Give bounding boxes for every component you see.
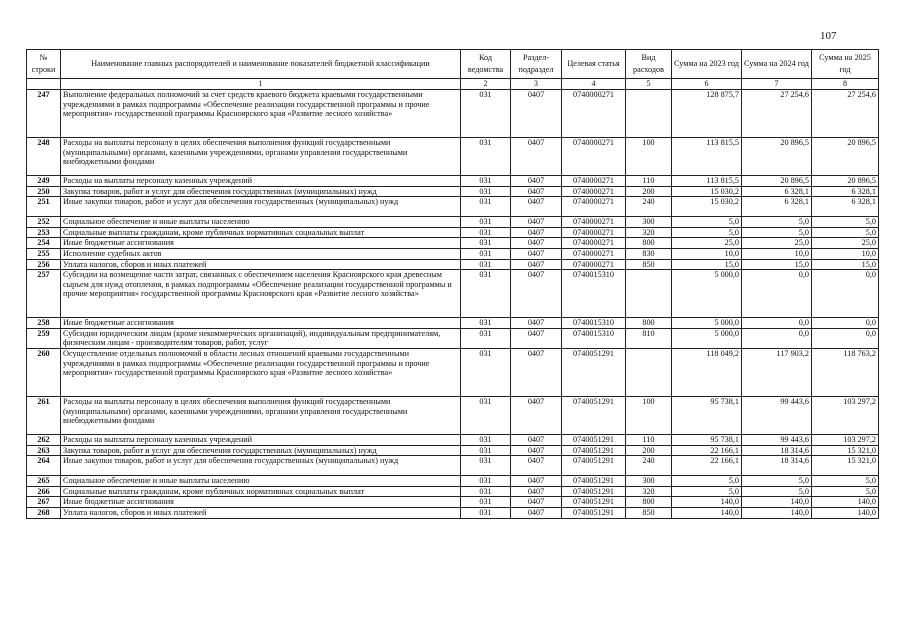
row-sum-2025: 118 763,2	[812, 348, 879, 396]
row-target: 0740000271	[562, 90, 626, 138]
row-number: 247	[27, 90, 61, 138]
row-dept-code: 031	[461, 238, 511, 249]
row-sum-2025: 5,0	[812, 476, 879, 487]
row-section: 0407	[511, 328, 562, 348]
row-number: 267	[27, 497, 61, 508]
column-number: 3	[511, 79, 562, 90]
row-number: 266	[27, 486, 61, 497]
row-expense-type: 240	[626, 197, 672, 217]
row-target: 0740000271	[562, 238, 626, 249]
row-target: 0740000271	[562, 227, 626, 238]
row-sum-2024: 25,0	[742, 238, 812, 249]
row-target: 0740015310	[562, 328, 626, 348]
row-number: 268	[27, 507, 61, 518]
row-sum-2023: 15 030,2	[672, 186, 742, 197]
row-sum-2025: 10,0	[812, 248, 879, 259]
column-number	[27, 79, 61, 90]
row-sum-2025: 15 321,0	[812, 445, 879, 456]
table-row	[27, 507, 879, 518]
row-name: Исполнение судебных актов	[61, 248, 461, 259]
row-sum-2023: 5,0	[672, 217, 742, 228]
row-sum-2025: 27 254,6	[812, 90, 879, 138]
row-number: 248	[27, 138, 61, 176]
row-expense-type: 800	[626, 238, 672, 249]
table-row	[27, 259, 879, 270]
row-sum-2025: 25,0	[812, 238, 879, 249]
row-name: Социальное обеспечение и иные выплаты населению	[61, 476, 461, 487]
table-row	[27, 248, 879, 259]
header-target: Целевая статья	[562, 50, 626, 79]
row-expense-type: 300	[626, 476, 672, 487]
row-number: 252	[27, 217, 61, 228]
row-number: 258	[27, 318, 61, 329]
row-target: 0740000271	[562, 248, 626, 259]
row-dept-code: 031	[461, 445, 511, 456]
row-expense-type: 110	[626, 176, 672, 187]
row-number: 264	[27, 456, 61, 476]
row-expense-type: 110	[626, 434, 672, 445]
row-sum-2025: 6 328,1	[812, 197, 879, 217]
row-section: 0407	[511, 259, 562, 270]
row-name: Субсидии юридическим лицам (кроме некоммерческих организаций), индивидуальным предпринимателям, физическим лицам - производителям товаров, работ, услуг	[61, 328, 461, 348]
row-sum-2023: 22 166,1	[672, 456, 742, 476]
row-sum-2024: 0,0	[742, 270, 812, 318]
row-sum-2025: 0,0	[812, 318, 879, 329]
row-section: 0407	[511, 434, 562, 445]
row-dept-code: 031	[461, 259, 511, 270]
column-number-row	[27, 79, 879, 90]
table-row	[27, 486, 879, 497]
column-number: 5	[626, 79, 672, 90]
header-type: Вид расходов	[626, 50, 672, 79]
row-name: Расходы на выплаты персоналу казенных учреждений	[61, 176, 461, 187]
row-section: 0407	[511, 318, 562, 329]
table-row	[27, 227, 879, 238]
row-sum-2023: 5 000,0	[672, 318, 742, 329]
row-section: 0407	[511, 248, 562, 259]
column-number: 7	[742, 79, 812, 90]
row-sum-2024: 20 896,5	[742, 176, 812, 187]
row-sum-2025: 0,0	[812, 328, 879, 348]
row-name: Уплата налогов, сборов и иных платежей	[61, 507, 461, 518]
table-row	[27, 186, 879, 197]
row-sum-2024: 27 254,6	[742, 90, 812, 138]
header-sum-2024: Сумма на 2024 год	[742, 50, 812, 79]
header-dept: Код ведомства	[461, 50, 511, 79]
table-row	[27, 434, 879, 445]
table-row	[27, 348, 879, 396]
row-dept-code: 031	[461, 217, 511, 228]
row-name: Иные закупки товаров, работ и услуг для обеспечения государственных (муниципальных) нужд	[61, 197, 461, 217]
row-sum-2024: 5,0	[742, 217, 812, 228]
row-target: 0740000271	[562, 138, 626, 176]
row-name: Расходы на выплаты персоналу казенных учреждений	[61, 434, 461, 445]
row-sum-2023: 113 815,5	[672, 138, 742, 176]
row-sum-2025: 15,0	[812, 259, 879, 270]
row-section: 0407	[511, 138, 562, 176]
row-target: 0740051291	[562, 497, 626, 508]
row-target: 0740015310	[562, 270, 626, 318]
row-sum-2025: 140,0	[812, 497, 879, 508]
row-section: 0407	[511, 486, 562, 497]
row-expense-type: 800	[626, 318, 672, 329]
row-name: Расходы на выплаты персоналу в целях обеспечения выполнения функций государственными (муниципальными) органами, казенными учреждениями, органами управления государственными внебюджетными фондами	[61, 396, 461, 434]
row-sum-2024: 10,0	[742, 248, 812, 259]
row-sum-2024: 140,0	[742, 507, 812, 518]
row-sum-2023: 25,0	[672, 238, 742, 249]
row-sum-2023: 95 738,1	[672, 434, 742, 445]
row-expense-type: 240	[626, 456, 672, 476]
header-name: Наименование главных распорядителей и наименование показателей бюджетной классификации	[61, 50, 461, 79]
row-number: 263	[27, 445, 61, 456]
column-number: 1	[61, 79, 461, 90]
row-target: 0740051291	[562, 456, 626, 476]
row-name: Выполнение федеральных полномочий за счет средств краевого бюджета краевыми государственными учреждениями в рамках подпрограммы «Обеспечение реализации государственной программы и прочие мероприятия» государственной программы Красноярского края «Развитие лесного хозяйства»	[61, 90, 461, 138]
row-dept-code: 031	[461, 248, 511, 259]
row-expense-type: 100	[626, 138, 672, 176]
row-section: 0407	[511, 238, 562, 249]
row-number: 265	[27, 476, 61, 487]
row-name: Иные бюджетные ассигнования	[61, 497, 461, 508]
row-target: 0740051291	[562, 486, 626, 497]
row-sum-2025: 103 297,2	[812, 396, 879, 434]
row-target: 0740015310	[562, 318, 626, 329]
row-sum-2025: 5,0	[812, 486, 879, 497]
row-dept-code: 031	[461, 476, 511, 487]
row-section: 0407	[511, 90, 562, 138]
row-dept-code: 031	[461, 348, 511, 396]
row-name: Осуществление отдельных полномочий в области лесных отношений краевыми государственными учреждениями в рамках подпрограммы «Обеспечение реализации государственной программы и прочие мероприятия» государственной программы Красноярского края «Развитие лесного хозяйства»	[61, 348, 461, 396]
row-number: 250	[27, 186, 61, 197]
row-target: 0740051291	[562, 476, 626, 487]
row-sum-2025: 15 321,0	[812, 456, 879, 476]
row-target: 0740051291	[562, 434, 626, 445]
table-row	[27, 197, 879, 217]
row-name: Иные бюджетные ассигнования	[61, 318, 461, 329]
header-section: Раздел-подраздел	[511, 50, 562, 79]
row-sum-2024: 15,0	[742, 259, 812, 270]
table-row	[27, 217, 879, 228]
row-name: Уплата налогов, сборов и иных платежей	[61, 259, 461, 270]
row-name: Социальное обеспечение и иные выплаты населению	[61, 217, 461, 228]
row-name: Иные закупки товаров, работ и услуг для обеспечения государственных (муниципальных) нужд	[61, 456, 461, 476]
table-row	[27, 138, 879, 176]
row-expense-type: 200	[626, 186, 672, 197]
row-target: 0740000271	[562, 259, 626, 270]
row-sum-2025: 103 297,2	[812, 434, 879, 445]
row-number: 261	[27, 396, 61, 434]
header-no: № строки	[27, 50, 61, 79]
table-row	[27, 445, 879, 456]
row-name: Субсидии на возмещение части затрат, связанных с обеспечением населения Красноярского края древесным сырьем для нужд отопления, в рамках подпрограммы «Обеспечение реализации государственной программы и прочие мероприятия» государственной программы Красноярского края «Развитие лесного хозяйства»	[61, 270, 461, 318]
row-section: 0407	[511, 396, 562, 434]
row-sum-2023: 118 049,2	[672, 348, 742, 396]
row-sum-2024: 6 328,1	[742, 186, 812, 197]
row-name: Закупка товаров, работ и услуг для обеспечения государственных (муниципальных) нужд	[61, 445, 461, 456]
row-expense-type	[626, 270, 672, 318]
row-name: Расходы на выплаты персоналу в целях обеспечения выполнения функций государственными (муниципальными) органами, казенными учреждениями, органами управления государственными внебюджетными фондами	[61, 138, 461, 176]
row-name: Социальные выплаты гражданам, кроме публичных нормативных социальных выплат	[61, 486, 461, 497]
row-sum-2023: 113 815,5	[672, 176, 742, 187]
row-name: Социальные выплаты гражданам, кроме публичных нормативных социальных выплат	[61, 227, 461, 238]
row-sum-2023: 128 875,7	[672, 90, 742, 138]
row-sum-2023: 5 000,0	[672, 328, 742, 348]
row-dept-code: 031	[461, 507, 511, 518]
row-dept-code: 031	[461, 227, 511, 238]
row-dept-code: 031	[461, 270, 511, 318]
row-section: 0407	[511, 456, 562, 476]
row-expense-type: 850	[626, 507, 672, 518]
row-sum-2025: 20 896,5	[812, 176, 879, 187]
row-number: 254	[27, 238, 61, 249]
row-section: 0407	[511, 497, 562, 508]
row-sum-2023: 15,0	[672, 259, 742, 270]
row-number: 249	[27, 176, 61, 187]
row-sum-2024: 0,0	[742, 318, 812, 329]
row-sum-2025: 6 328,1	[812, 186, 879, 197]
row-sum-2024: 6 328,1	[742, 197, 812, 217]
table-row	[27, 318, 879, 329]
row-dept-code: 031	[461, 456, 511, 476]
row-sum-2025: 20 896,5	[812, 138, 879, 176]
header-sum-2025: Сумма на 2025 год	[812, 50, 879, 79]
row-expense-type: 810	[626, 328, 672, 348]
row-dept-code: 031	[461, 186, 511, 197]
row-sum-2023: 10,0	[672, 248, 742, 259]
column-number: 4	[562, 79, 626, 90]
row-name: Иные бюджетные ассигнования	[61, 238, 461, 249]
row-target: 0740000271	[562, 186, 626, 197]
row-expense-type: 320	[626, 227, 672, 238]
row-expense-type: 830	[626, 248, 672, 259]
row-section: 0407	[511, 348, 562, 396]
row-section: 0407	[511, 197, 562, 217]
row-section: 0407	[511, 176, 562, 187]
table-row	[27, 497, 879, 508]
table-row	[27, 328, 879, 348]
row-sum-2024: 5,0	[742, 486, 812, 497]
row-number: 260	[27, 348, 61, 396]
header-sum-2023: Сумма на 2023 год	[672, 50, 742, 79]
row-target: 0740051291	[562, 445, 626, 456]
row-sum-2023: 15 030,2	[672, 197, 742, 217]
row-target: 0740051291	[562, 348, 626, 396]
row-sum-2023: 22 166,1	[672, 445, 742, 456]
row-expense-type: 100	[626, 396, 672, 434]
row-dept-code: 031	[461, 497, 511, 508]
row-sum-2023: 5,0	[672, 227, 742, 238]
budget-table	[26, 49, 879, 519]
row-sum-2024: 99 443,6	[742, 434, 812, 445]
row-dept-code: 031	[461, 176, 511, 187]
row-section: 0407	[511, 270, 562, 318]
row-number: 255	[27, 248, 61, 259]
row-expense-type: 320	[626, 486, 672, 497]
row-target: 0740000271	[562, 217, 626, 228]
row-sum-2025: 5,0	[812, 227, 879, 238]
row-section: 0407	[511, 476, 562, 487]
row-number: 259	[27, 328, 61, 348]
row-sum-2023: 5,0	[672, 476, 742, 487]
row-sum-2024: 18 314,6	[742, 445, 812, 456]
row-sum-2023: 5,0	[672, 486, 742, 497]
row-target: 0740000271	[562, 197, 626, 217]
row-expense-type: 300	[626, 217, 672, 228]
row-dept-code: 031	[461, 318, 511, 329]
row-dept-code: 031	[461, 138, 511, 176]
row-sum-2023: 5 000,0	[672, 270, 742, 318]
row-dept-code: 031	[461, 486, 511, 497]
row-number: 257	[27, 270, 61, 318]
row-target: 0740000271	[562, 176, 626, 187]
row-dept-code: 031	[461, 90, 511, 138]
row-number: 253	[27, 227, 61, 238]
column-number: 8	[812, 79, 879, 90]
row-number: 256	[27, 259, 61, 270]
row-section: 0407	[511, 186, 562, 197]
row-expense-type: 850	[626, 259, 672, 270]
table-row	[27, 476, 879, 487]
row-sum-2025: 140,0	[812, 507, 879, 518]
row-section: 0407	[511, 227, 562, 238]
row-expense-type: 200	[626, 445, 672, 456]
row-dept-code: 031	[461, 396, 511, 434]
row-sum-2023: 140,0	[672, 497, 742, 508]
row-sum-2023: 95 738,1	[672, 396, 742, 434]
header-row	[27, 50, 879, 79]
page-number: 107	[820, 30, 837, 42]
column-number: 6	[672, 79, 742, 90]
row-target: 0740051291	[562, 396, 626, 434]
row-section: 0407	[511, 445, 562, 456]
table-row	[27, 270, 879, 318]
column-number: 2	[461, 79, 511, 90]
table-row	[27, 176, 879, 187]
row-number: 251	[27, 197, 61, 217]
row-sum-2024: 140,0	[742, 497, 812, 508]
row-dept-code: 031	[461, 197, 511, 217]
row-section: 0407	[511, 507, 562, 518]
table-row	[27, 238, 879, 249]
row-dept-code: 031	[461, 328, 511, 348]
row-sum-2024: 99 443,6	[742, 396, 812, 434]
row-target: 0740051291	[562, 507, 626, 518]
row-sum-2024: 117 903,2	[742, 348, 812, 396]
row-sum-2024: 20 896,5	[742, 138, 812, 176]
row-sum-2024: 18 314,6	[742, 456, 812, 476]
row-section: 0407	[511, 217, 562, 228]
row-number: 262	[27, 434, 61, 445]
row-sum-2024: 0,0	[742, 328, 812, 348]
row-sum-2024: 5,0	[742, 227, 812, 238]
row-name: Закупка товаров, работ и услуг для обеспечения государственных (муниципальных) нужд	[61, 186, 461, 197]
row-sum-2025: 0,0	[812, 270, 879, 318]
row-sum-2023: 140,0	[672, 507, 742, 518]
row-expense-type: 800	[626, 497, 672, 508]
row-dept-code: 031	[461, 434, 511, 445]
table-row	[27, 396, 879, 434]
table-row	[27, 90, 879, 138]
row-expense-type	[626, 348, 672, 396]
row-sum-2024: 5,0	[742, 476, 812, 487]
row-sum-2025: 5,0	[812, 217, 879, 228]
row-expense-type	[626, 90, 672, 138]
table-row	[27, 456, 879, 476]
